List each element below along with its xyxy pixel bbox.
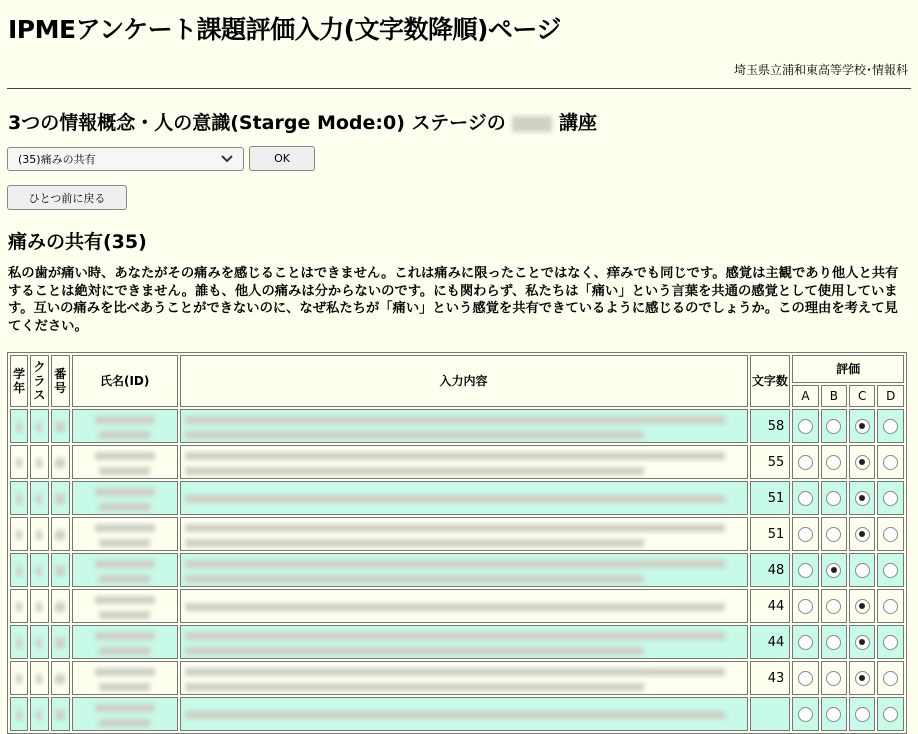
- rating-radio-b[interactable]: [826, 491, 841, 506]
- content-cell: [180, 445, 748, 479]
- name-cell: [72, 661, 178, 695]
- rating-cell-d: [877, 625, 904, 659]
- topic-title: 痛みの共有(35): [8, 231, 147, 253]
- header-rating-c: C: [849, 385, 875, 407]
- number-cell: [51, 553, 70, 587]
- rating-cell-d: [877, 589, 904, 623]
- grade-cell: [10, 697, 28, 731]
- char-count-cell: 48: [750, 553, 791, 587]
- table-row: [10, 481, 904, 515]
- header-rating-a: A: [792, 385, 818, 407]
- rating-radio-c[interactable]: [855, 707, 870, 722]
- rating-cell-b: [821, 553, 847, 587]
- header-divider: [7, 88, 911, 89]
- rating-radio-d[interactable]: [883, 635, 898, 650]
- rating-radio-b[interactable]: [826, 455, 841, 470]
- evaluation-table: [7, 352, 907, 734]
- class-cell: [30, 409, 48, 443]
- content-cell: [180, 661, 748, 695]
- rating-cell-a: [792, 409, 818, 443]
- rating-cell-c: [849, 445, 875, 479]
- grade-cell: [10, 445, 28, 479]
- rating-cell-c: [849, 481, 875, 515]
- char-count-cell: [750, 697, 791, 731]
- class-cell: [30, 661, 48, 695]
- rating-radio-c[interactable]: [855, 491, 870, 506]
- rating-radio-c[interactable]: [855, 527, 870, 542]
- ok-button[interactable]: OK: [249, 146, 315, 171]
- rating-cell-c: [849, 661, 875, 695]
- rating-cell-a: [792, 661, 818, 695]
- rating-radio-d[interactable]: [883, 419, 898, 434]
- number-cell: [51, 589, 70, 623]
- table-row: [10, 553, 904, 587]
- name-cell: [72, 589, 178, 623]
- header-rating-b: B: [821, 385, 847, 407]
- content-cell: [180, 625, 748, 659]
- rating-radio-d[interactable]: [883, 455, 898, 470]
- name-cell: [72, 409, 178, 443]
- rating-radio-c[interactable]: [855, 671, 870, 686]
- grade-cell: [10, 409, 28, 443]
- rating-cell-c: [849, 517, 875, 551]
- number-cell: [51, 697, 70, 731]
- header-number: 番号: [51, 355, 70, 407]
- rating-radio-d[interactable]: [883, 671, 898, 686]
- class-cell: [30, 481, 48, 515]
- rating-radio-b[interactable]: [826, 563, 841, 578]
- chevron-down-icon: [221, 153, 233, 166]
- rating-cell-b: [821, 625, 847, 659]
- rating-cell-d: [877, 445, 904, 479]
- grade-cell: [10, 589, 28, 623]
- number-cell: [51, 481, 70, 515]
- rating-cell-a: [792, 697, 818, 731]
- class-cell: [30, 553, 48, 587]
- rating-radio-b[interactable]: [826, 599, 841, 614]
- rating-cell-b: [821, 409, 847, 443]
- rating-cell-d: [877, 553, 904, 587]
- topic-select[interactable]: [7, 147, 244, 171]
- stage-heading: [8, 108, 597, 135]
- content-cell: [180, 697, 748, 731]
- class-cell: [30, 697, 48, 731]
- rating-cell-c: [849, 553, 875, 587]
- rating-radio-d[interactable]: [883, 527, 898, 542]
- rating-radio-a[interactable]: [798, 599, 813, 614]
- class-cell: [30, 445, 48, 479]
- char-count-cell: 44: [750, 625, 791, 659]
- rating-radio-c[interactable]: [855, 599, 870, 614]
- rating-radio-d[interactable]: [883, 707, 898, 722]
- grade-cell: [10, 481, 28, 515]
- rating-radio-d[interactable]: [883, 563, 898, 578]
- grade-cell: [10, 517, 28, 551]
- char-count-cell: 58: [750, 409, 791, 443]
- question-text: 私の歯が痛い時、あなたがその痛みを感じることはできません。これは痛みに限ったことではなく、痒みでも同じです。感覚は主観であり他人と共有することは絶対にできません。誰も、他人の痛みは分からないのです。にも関わらず、私たちは「痛い」という言葉を共通の感覚として使用しています。互いの痛みを比べあうことができないのに、なぜ私たちが「痛い」という感覚を共有できているように感じるのでしょうか。この理由を考えて見てください。: [8, 266, 899, 334]
- rating-cell-b: [821, 445, 847, 479]
- name-cell: [72, 625, 178, 659]
- grade-cell: [10, 553, 28, 587]
- content-cell: [180, 589, 748, 623]
- char-count-cell: 51: [750, 517, 791, 551]
- rating-cell-b: [821, 481, 847, 515]
- header-name: 氏名(ID): [72, 355, 178, 407]
- rating-radio-c[interactable]: [855, 563, 870, 578]
- char-count-cell: 44: [750, 589, 791, 623]
- rating-radio-a[interactable]: [798, 527, 813, 542]
- rating-radio-a[interactable]: [798, 563, 813, 578]
- rating-radio-b[interactable]: [826, 707, 841, 722]
- number-cell: [51, 661, 70, 695]
- number-cell: [51, 409, 70, 443]
- rating-cell-b: [821, 589, 847, 623]
- rating-radio-a[interactable]: [798, 671, 813, 686]
- header-rating: 評価: [792, 355, 904, 383]
- rating-cell-a: [792, 625, 818, 659]
- stage-prefix: 3つの情報概念・人の意識(Starge Mode:0) ステージの: [8, 112, 506, 134]
- header-grade: 学年: [10, 355, 28, 407]
- rating-cell-b: [821, 697, 847, 731]
- content-cell: [180, 517, 748, 551]
- rating-radio-b[interactable]: [826, 419, 841, 434]
- rating-cell-a: [792, 589, 818, 623]
- name-cell: [72, 481, 178, 515]
- topic-select-value: (35)痛みの共有: [18, 153, 96, 166]
- number-cell: [51, 445, 70, 479]
- header-rating-d: D: [877, 385, 904, 407]
- name-cell: [72, 445, 178, 479]
- rating-cell-a: [792, 481, 818, 515]
- rating-cell-c: [849, 697, 875, 731]
- rating-radio-c[interactable]: [855, 635, 870, 650]
- rating-cell-c: [849, 409, 875, 443]
- content-cell: [180, 481, 748, 515]
- rating-cell-d: [877, 409, 904, 443]
- content-cell: [180, 409, 748, 443]
- rating-radio-a[interactable]: [798, 707, 813, 722]
- rating-cell-a: [792, 517, 818, 551]
- rating-radio-b[interactable]: [826, 671, 841, 686]
- rating-radio-a[interactable]: [798, 491, 813, 506]
- page-title: IPMEアンケート課題評価入力(文字数降順)ページ: [8, 15, 561, 44]
- table-row: [10, 697, 904, 731]
- header-class: クラス: [30, 355, 48, 407]
- rating-cell-c: [849, 589, 875, 623]
- rating-radio-d[interactable]: [883, 599, 898, 614]
- rating-radio-a[interactable]: [798, 455, 813, 470]
- header-char-count: 文字数: [750, 355, 791, 407]
- char-count-cell: 51: [750, 481, 791, 515]
- table-row: [10, 625, 904, 659]
- back-button[interactable]: ひとつ前に戻る: [7, 185, 127, 210]
- stage-suffix: 講座: [559, 112, 598, 134]
- char-count-cell: 55: [750, 445, 791, 479]
- name-cell: [72, 553, 178, 587]
- number-cell: [51, 625, 70, 659]
- rating-radio-c[interactable]: [855, 419, 870, 434]
- rating-cell-d: [877, 517, 904, 551]
- rating-cell-d: [877, 481, 904, 515]
- name-cell: [72, 697, 178, 731]
- rating-cell-d: [877, 697, 904, 731]
- rating-cell-a: [792, 553, 818, 587]
- content-cell: [180, 553, 748, 587]
- grade-cell: [10, 661, 28, 695]
- table-row: [10, 445, 904, 479]
- header-content: 入力内容: [180, 355, 748, 407]
- rating-cell-b: [821, 661, 847, 695]
- rating-cell-b: [821, 517, 847, 551]
- char-count-cell: 43: [750, 661, 791, 695]
- rating-radio-a[interactable]: [798, 635, 813, 650]
- table-row: [10, 661, 904, 695]
- table-row: [10, 517, 904, 551]
- rating-cell-c: [849, 625, 875, 659]
- rating-cell-a: [792, 445, 818, 479]
- rating-radio-c[interactable]: [855, 455, 870, 470]
- rating-cell-d: [877, 661, 904, 695]
- rating-radio-b[interactable]: [826, 527, 841, 542]
- rating-radio-d[interactable]: [883, 491, 898, 506]
- grade-cell: [10, 625, 28, 659]
- rating-radio-a[interactable]: [798, 419, 813, 434]
- class-cell: [30, 589, 48, 623]
- class-cell: [30, 625, 48, 659]
- school-name: 埼玉県立浦和東高等学校･情報科: [733, 63, 908, 77]
- rating-radio-b[interactable]: [826, 635, 841, 650]
- table-row: [10, 589, 904, 623]
- table-row: [10, 409, 904, 443]
- number-cell: [51, 517, 70, 551]
- class-cell: [30, 517, 48, 551]
- name-cell: [72, 517, 178, 551]
- redacted-class-name: [512, 116, 552, 132]
